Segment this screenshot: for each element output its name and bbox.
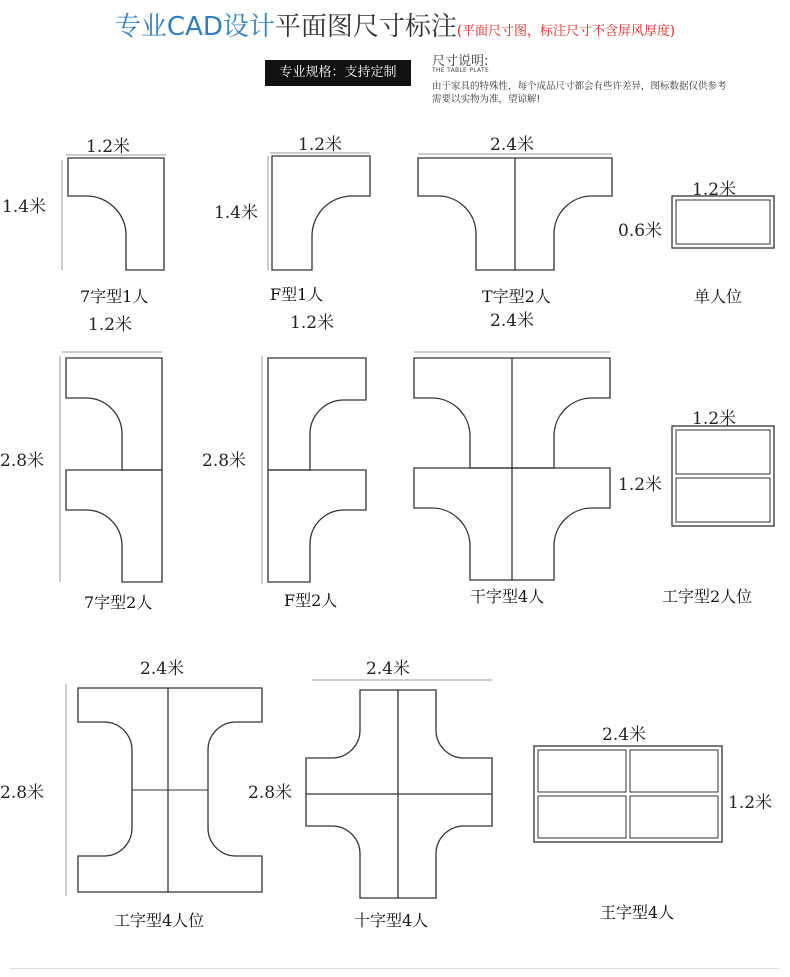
p8-caption: 工字型2人位 — [662, 587, 753, 606]
p7-caption: 干字型4人 — [470, 587, 545, 606]
title-main: 专业CAD设计 — [114, 12, 275, 42]
p2-width-label: 1.2米 — [298, 135, 343, 155]
plan-single-seat — [672, 196, 774, 248]
custom-spec-badge: 专业规格：支持定制 — [265, 60, 411, 86]
p2-depth-label: 1.4米 — [214, 203, 259, 223]
p9-caption: 工字型4人位 — [114, 911, 205, 930]
p3-width-label: 2.4米 — [490, 135, 535, 155]
p10-width-label: 2.4米 — [366, 659, 411, 679]
p5-depth-label: 2.8米 — [0, 451, 45, 471]
p3-caption: T字型2人 — [482, 287, 551, 306]
p8-depth-label: 1.2米 — [618, 475, 663, 495]
title-rest: 平面图尺寸标注 — [274, 12, 457, 42]
plan-7-shape-2-person — [60, 352, 162, 582]
plan-7-shape-1-person — [62, 155, 166, 270]
p6-width-label: 1.2米 — [290, 313, 335, 333]
plan-f-shape-1-person — [268, 153, 370, 270]
p4-depth-label: 0.6米 — [618, 221, 663, 241]
bottom-divider — [10, 968, 780, 969]
p4-caption: 单人位 — [694, 287, 743, 306]
title-note: (平面尺寸图，标注尺寸不含屏风厚度) — [456, 24, 676, 39]
size-note-subheading: THE TABLE PLATE — [432, 67, 490, 74]
p8-width-label: 1.2米 — [692, 409, 737, 429]
p11-depth-label: 1.2米 — [728, 793, 773, 813]
p4-width-label: 1.2米 — [692, 180, 737, 200]
p6-caption: F型2人 — [284, 591, 338, 610]
plan-cross-shape-4-person — [306, 680, 492, 898]
p7-width-label: 2.4米 — [490, 311, 535, 331]
p10-depth-label: 2.8米 — [248, 783, 293, 803]
size-note-line-1: 由于家具的特殊性，每个成品尺寸都会有些许差异，图标数据仅供参考 — [432, 81, 727, 92]
plan-f-shape-2-person — [262, 356, 366, 584]
plan-gan-shape-4-person — [414, 352, 610, 580]
size-note-heading: 尺寸说明: — [432, 54, 489, 69]
p9-width-label: 2.4米 — [140, 659, 185, 679]
p9-depth-label: 2.8米 — [0, 783, 45, 803]
plan-gong-shape-2-seat — [672, 426, 774, 526]
plan-gong-shape-4-seat — [66, 684, 262, 896]
p1-caption: 7字型1人 — [80, 287, 149, 306]
p1-width-label: 1.2米 — [86, 137, 131, 157]
size-note-line-2: 需要以实物为准，望谅解! — [432, 94, 541, 105]
p5-caption: 7字型2人 — [84, 593, 153, 612]
p11-caption: 王字型4人 — [600, 903, 675, 922]
p5-width-label: 1.2米 — [88, 315, 133, 335]
plan-t-shape-2-person — [418, 154, 612, 270]
p10-caption: 十字型4人 — [354, 911, 429, 930]
p11-width-label: 2.4米 — [602, 725, 647, 745]
p2-caption: F型1人 — [270, 285, 324, 304]
p6-depth-label: 2.8米 — [202, 451, 247, 471]
p1-depth-label: 1.4米 — [2, 197, 47, 217]
plan-wang-shape-4-person — [534, 746, 722, 842]
